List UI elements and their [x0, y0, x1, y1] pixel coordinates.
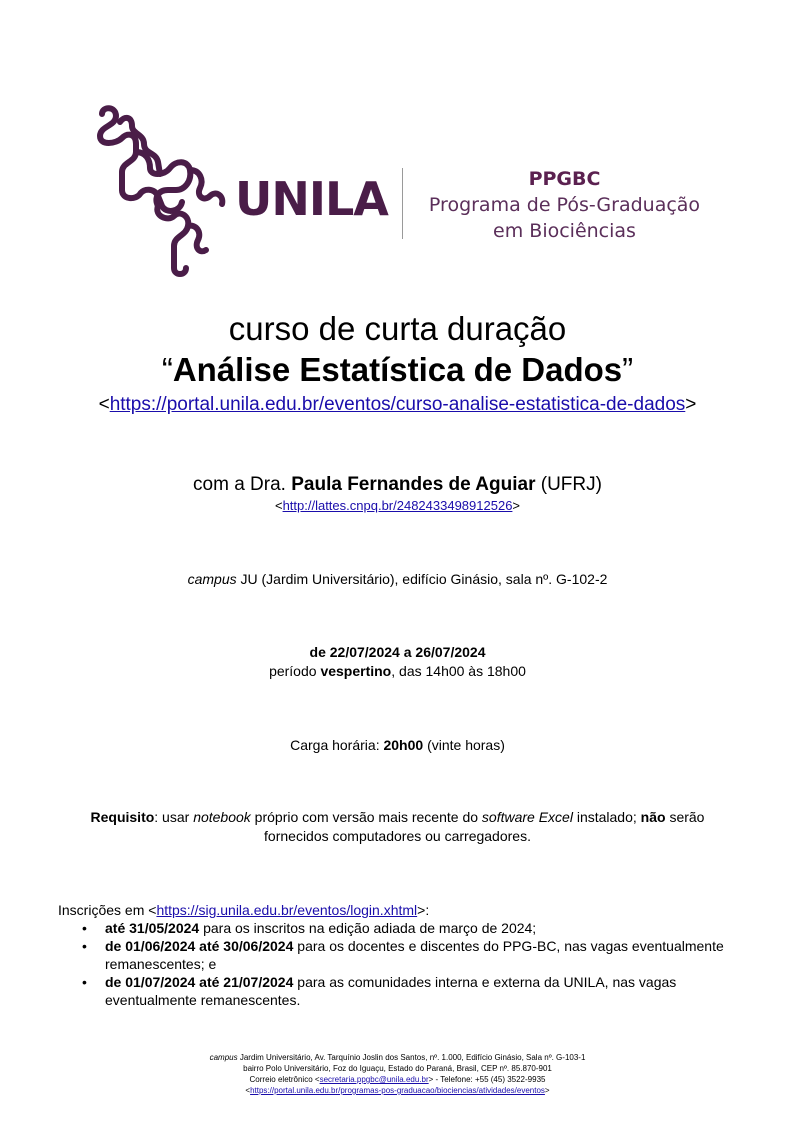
course-title-text: Análise Estatística de Dados: [172, 351, 623, 388]
requirement-text: : usar: [154, 809, 194, 825]
bracket-close: >: [512, 498, 521, 513]
footer-site-link[interactable]: https://portal.unila.edu.br/programas-pos-graduacao/biociencias/atividades/eventos: [250, 1086, 545, 1095]
footer-line-2: bairro Polo Universitário, Foz do Iguaçu, Estado do Paraná, Brasil, CEP nº. 85.870-901: [243, 1064, 552, 1073]
registration-intro-end: >:: [417, 902, 430, 918]
unila-logo-icon: [92, 104, 232, 282]
footer-email-link[interactable]: secretaria.ppgbc@unila.edu.br: [319, 1075, 429, 1084]
list-item: [58, 937, 738, 973]
nao-word: não: [640, 809, 666, 825]
lattes-link[interactable]: http://lattes.cnpq.br/2482433498912526: [282, 498, 513, 513]
requirement-text: próprio com versão mais recente do: [250, 809, 482, 825]
footer-line-4: [0, 1085, 795, 1096]
location-line: [0, 569, 795, 589]
list-item-text: para os inscritos na edição adiada de março de 2024;: [199, 920, 537, 936]
end-date: 26/07/2024: [415, 644, 486, 660]
list-item: [58, 919, 738, 937]
footer-contact: [0, 1052, 795, 1096]
course-link-line: [0, 393, 795, 417]
workload-suffix: (vinte horas): [423, 737, 505, 753]
footer-email-label: Correio eletrônico <: [249, 1075, 320, 1084]
period-prefix: período: [269, 663, 321, 679]
bracket-open: <: [274, 498, 283, 513]
unila-logo-text: UNILA: [235, 172, 388, 226]
footer-line-3: [0, 1074, 795, 1085]
footer-campus-word: campus: [209, 1053, 238, 1062]
list-item-text: para as comunidades interna e externa da UNILA, nas vagas eventualmente remanescentes.: [105, 974, 677, 1008]
footer-address: Jardim Universitário, Av. Tarquínio Joslin dos Santos, nº. 1.000, Edifício Ginásio, Sala nº. G-103-1: [237, 1053, 586, 1062]
requirement-text: instalado;: [572, 809, 641, 825]
dates-line: [0, 642, 795, 662]
program-line-2: em Biociências: [493, 220, 636, 242]
program-name-block: [412, 166, 717, 244]
lattes-line: [0, 497, 795, 515]
course-title: [0, 350, 795, 390]
instructor-name: Paula Fernandes de Aguiar: [291, 474, 536, 495]
requirement-text: serão fornecidos computadores ou carregadores.: [264, 809, 705, 844]
period-line: [0, 661, 795, 681]
requirement-paragraph: [60, 808, 735, 846]
registration-link[interactable]: https://sig.unila.edu.br/eventos/login.xhtml: [156, 902, 418, 918]
registration-intro: [58, 901, 738, 919]
bracket-close: >: [685, 394, 697, 415]
requirement-label: Requisito: [90, 809, 155, 825]
instructor-affiliation: (UFRJ): [535, 474, 602, 495]
instructor-line: [0, 473, 795, 497]
footer-phone: > - Telefone: +55 (45) 3522-9935: [428, 1075, 546, 1084]
registration-section: [58, 901, 738, 1009]
course-link[interactable]: https://portal.unila.edu.br/eventos/curso-analise-estatistica-de-dados: [109, 394, 686, 415]
list-item-date: até 31/05/2024: [105, 920, 200, 936]
bracket-open: <: [245, 1086, 251, 1095]
course-type-heading: curso de curta duração: [228, 310, 567, 347]
close-quote: ”: [622, 351, 634, 388]
registration-intro-text: Inscrições em <: [58, 902, 157, 918]
location-text: JU (Jardim Universitário), edifício Ginásio, sala nº. G-102-2: [236, 571, 608, 587]
footer-line-1: [0, 1052, 795, 1063]
campus-word: campus: [187, 571, 237, 587]
period-word: vespertino: [320, 663, 392, 679]
header-divider: [402, 168, 403, 239]
workload-line: [0, 735, 795, 755]
bracket-open: <: [98, 394, 110, 415]
program-line-1: Programa de Pós-Graduação: [428, 194, 701, 216]
dates-prefix: de: [309, 644, 330, 660]
workload-label: Carga horária:: [290, 737, 384, 753]
instructor-prefix: com a Dra.: [193, 474, 292, 495]
list-item: [58, 973, 738, 1009]
workload-value: 20h00: [383, 737, 424, 753]
start-date: 22/07/2024: [329, 644, 400, 660]
registration-list: [58, 919, 738, 1009]
list-item-date: de 01/07/2024 até 21/07/2024: [105, 974, 294, 990]
program-acronym: PPGBC: [528, 168, 601, 190]
bracket-close: >: [544, 1086, 550, 1095]
open-quote: “: [161, 351, 173, 388]
notebook-word: notebook: [193, 809, 251, 825]
list-item-text: para os docentes e discentes do PPG-BC, nas vagas eventualmente remanescentes; e: [105, 938, 724, 972]
period-hours: , das 14h00 às 18h00: [391, 663, 526, 679]
list-item-date: de 01/06/2024 até 30/06/2024: [105, 938, 294, 954]
software-excel-word: software Excel: [481, 809, 573, 825]
dates-mid: a: [399, 644, 416, 660]
